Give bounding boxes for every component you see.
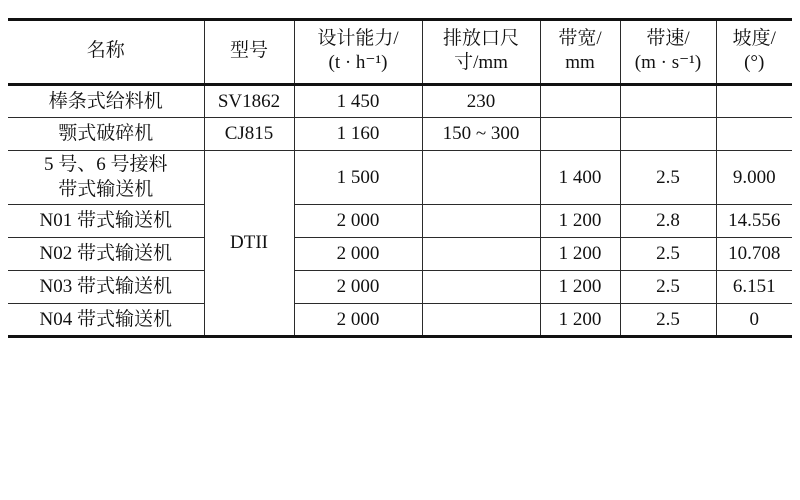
cell-slope: 0 [716, 303, 792, 337]
cell-outlet [422, 238, 540, 271]
cell-belt-width: 1 200 [540, 270, 620, 303]
cell-capacity: 2 000 [294, 238, 422, 271]
cell-outlet: 230 [422, 84, 540, 118]
cell-name: N03 带式输送机 [8, 270, 204, 303]
table-row [8, 270, 792, 303]
cell-outlet [422, 151, 540, 205]
column-header-model [204, 20, 294, 85]
column-header-slope-line2: (°) [744, 51, 765, 73]
column-header-belt-speed-line2: (m · s⁻¹) [634, 51, 702, 73]
cell-name: 棒条式给料机 [8, 84, 204, 118]
column-header-capacity-line2: (t · h⁻¹) [328, 51, 388, 73]
column-header-capacity-line1: 设计能力/ [317, 28, 399, 49]
column-header-capacity [294, 20, 422, 85]
cell-outlet [422, 303, 540, 337]
table-row [8, 151, 792, 205]
cell-slope: 10.708 [716, 238, 792, 271]
table-row [8, 205, 792, 238]
cell-name [8, 151, 204, 205]
cell-slope [716, 118, 792, 151]
cell-belt-speed: 2.5 [620, 151, 716, 205]
cell-slope: 14.556 [716, 205, 792, 238]
cell-belt-speed [620, 84, 716, 118]
column-header-name [8, 20, 204, 85]
cell-belt-width [540, 118, 620, 151]
cell-outlet [422, 205, 540, 238]
cell-belt-width: 1 200 [540, 205, 620, 238]
cell-belt-width: 1 200 [540, 238, 620, 271]
cell-belt-speed: 2.5 [620, 270, 716, 303]
table-row [8, 303, 792, 337]
cell-belt-speed: 2.5 [620, 303, 716, 337]
table-row [8, 84, 792, 118]
cell-name: N02 带式输送机 [8, 238, 204, 271]
cell-belt-speed: 2.5 [620, 238, 716, 271]
cell-capacity: 1 500 [294, 151, 422, 205]
cell-model: CJ815 [204, 118, 294, 151]
column-header-belt-width [540, 20, 620, 85]
cell-capacity: 1 160 [294, 118, 422, 151]
table-row [8, 118, 792, 151]
cell-belt-width: 1 400 [540, 151, 620, 205]
cell-slope: 9.000 [716, 151, 792, 205]
cell-outlet [422, 270, 540, 303]
cell-capacity: 1 450 [294, 84, 422, 118]
cell-name-line1: 5 号、6 号接料 [43, 154, 168, 175]
cell-capacity: 2 000 [294, 205, 422, 238]
column-header-outlet-line2: 寸/mm [454, 51, 508, 73]
cell-model-merged: DTII [204, 151, 294, 337]
table-header [8, 20, 792, 85]
table-header-row [8, 20, 792, 85]
cell-slope: 6.151 [716, 270, 792, 303]
cell-belt-speed [620, 118, 716, 151]
equipment-spec-table [8, 18, 792, 338]
cell-belt-width [540, 84, 620, 118]
cell-slope [716, 84, 792, 118]
cell-model: SV1862 [204, 84, 294, 118]
cell-name: N04 带式输送机 [8, 303, 204, 337]
table-body [8, 84, 792, 337]
cell-capacity: 2 000 [294, 270, 422, 303]
cell-name: 颚式破碎机 [8, 118, 204, 151]
column-header-outlet-size [422, 20, 540, 85]
cell-belt-width: 1 200 [540, 303, 620, 337]
cell-belt-speed: 2.8 [620, 205, 716, 238]
cell-name-line2: 带式输送机 [58, 178, 154, 200]
column-header-belt-speed [620, 20, 716, 85]
cell-capacity: 2 000 [294, 303, 422, 337]
column-header-slope-line1: 坡度/ [732, 28, 776, 49]
table-row [8, 238, 792, 271]
column-header-slope [716, 20, 792, 85]
column-header-belt-width-line2: mm [565, 51, 595, 73]
column-header-name-line1: 名称 [86, 39, 125, 61]
cell-name: N01 带式输送机 [8, 205, 204, 238]
column-header-belt-width-line1: 带宽/ [558, 28, 602, 49]
column-header-belt-speed-line1: 带速/ [646, 28, 690, 49]
column-header-model-line1: 型号 [229, 39, 268, 61]
column-header-outlet-line1: 排放口尺 [442, 28, 519, 49]
cell-outlet: 150 ~ 300 [422, 118, 540, 151]
